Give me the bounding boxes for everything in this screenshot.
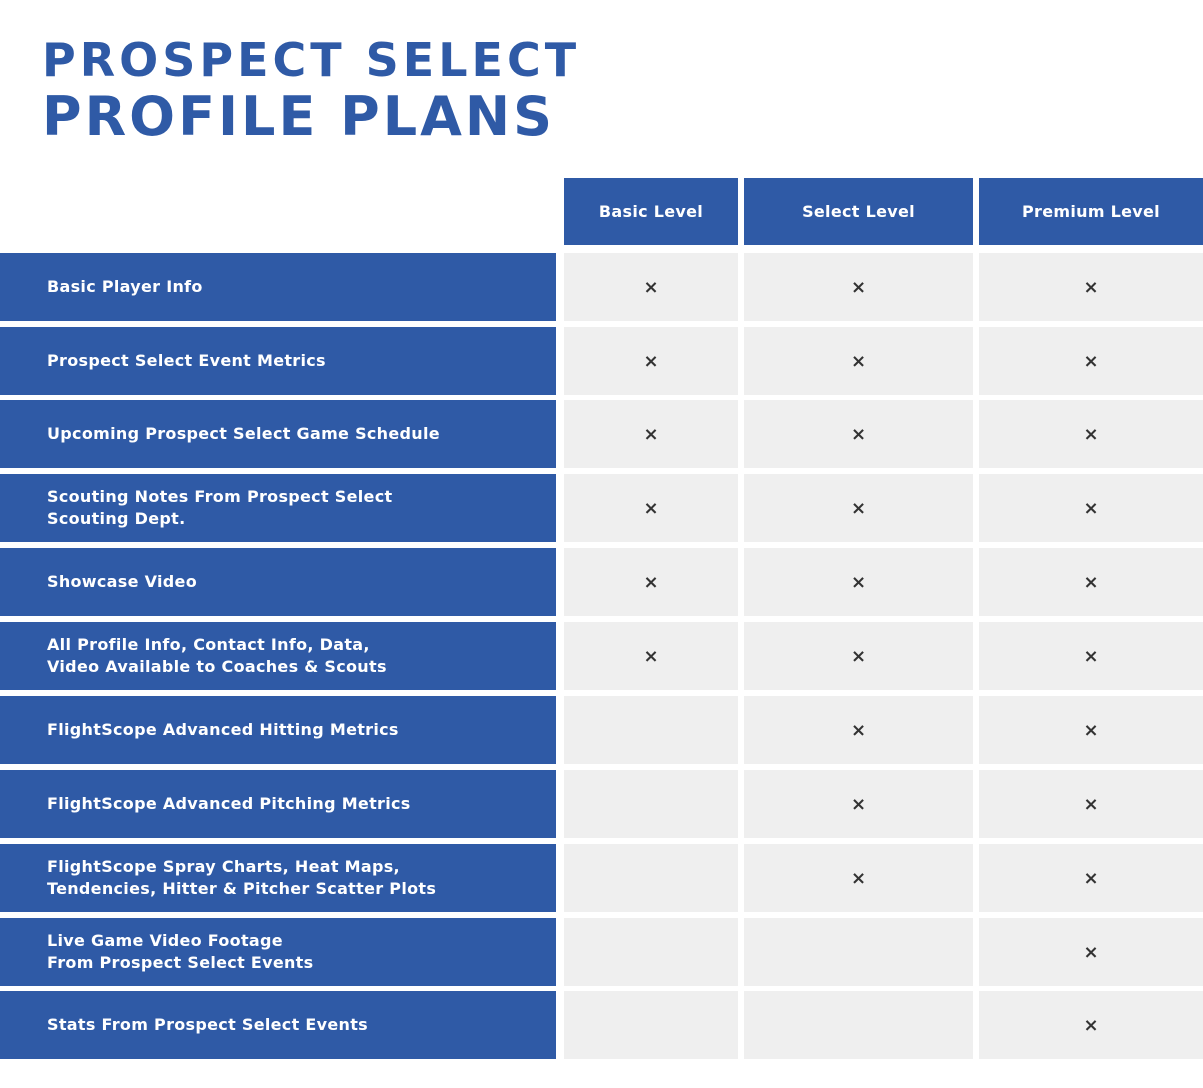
feature-label: Showcase Video: [0, 548, 556, 616]
select-level-cell: [744, 474, 973, 542]
feature-label: Basic Player Info: [0, 253, 556, 321]
included-mark-icon: ×: [1083, 350, 1099, 372]
table-row: [0, 918, 1203, 986]
included-mark-icon: ×: [643, 350, 659, 372]
included-mark-icon: ×: [1083, 793, 1099, 815]
included-mark-icon: ×: [1083, 645, 1099, 667]
select-level-cell: [744, 622, 973, 690]
feature-label: Stats From Prospect Select Events: [0, 991, 556, 1059]
premium-level-cell: [979, 770, 1203, 838]
included-mark-icon: ×: [1083, 1014, 1099, 1036]
select-level-cell: [744, 844, 973, 912]
premium-level-cell: [979, 622, 1203, 690]
basic-level-cell: [564, 400, 738, 468]
table-row: [0, 991, 1203, 1059]
included-mark-icon: ×: [1083, 571, 1099, 593]
included-mark-icon: ×: [850, 423, 867, 445]
select-level-cell: [744, 770, 973, 838]
included-mark-icon: ×: [850, 793, 867, 815]
included-mark-icon: ×: [850, 497, 867, 519]
select-level-cell: [744, 327, 973, 395]
included-mark-icon: ×: [643, 571, 659, 593]
included-mark-icon: ×: [643, 276, 659, 298]
column-header-basic: Basic Level: [564, 178, 738, 245]
included-mark-icon: ×: [850, 350, 867, 372]
select-level-cell: [744, 548, 973, 616]
select-level-cell: [744, 253, 973, 321]
table-row: [0, 696, 1203, 764]
included-mark-icon: ×: [850, 867, 867, 889]
included-mark-icon: ×: [850, 645, 867, 667]
premium-level-cell: [979, 918, 1203, 986]
basic-level-cell: [564, 253, 738, 321]
basic-level-cell: [564, 622, 738, 690]
feature-label: Upcoming Prospect Select Game Schedule: [0, 400, 556, 468]
included-mark-icon: ×: [1083, 276, 1099, 298]
feature-label: FlightScope Advanced Pitching Metrics: [0, 770, 556, 838]
table-row: [0, 548, 1203, 616]
included-mark-icon: ×: [1083, 719, 1099, 741]
page-title-line-2: PROFILE PLANS: [42, 85, 556, 148]
table-row: [0, 253, 1203, 321]
premium-level-cell: [979, 253, 1203, 321]
included-mark-icon: ×: [1083, 941, 1099, 963]
table-row: [0, 474, 1203, 542]
included-mark-icon: ×: [850, 571, 867, 593]
feature-label: Scouting Notes From Prospect Select Scouting Dept.: [0, 474, 556, 542]
basic-level-cell: [564, 327, 738, 395]
select-level-cell: [744, 400, 973, 468]
premium-level-cell: [979, 548, 1203, 616]
table-row: [0, 844, 1203, 912]
premium-level-cell: [979, 474, 1203, 542]
included-mark-icon: ×: [1083, 867, 1099, 889]
table-row: [0, 327, 1203, 395]
feature-label: FlightScope Spray Charts, Heat Maps, Tendencies, Hitter & Pitcher Scatter Plots: [0, 844, 556, 912]
feature-label: FlightScope Advanced Hitting Metrics: [0, 696, 556, 764]
included-mark-icon: ×: [643, 497, 659, 519]
table-row: [0, 622, 1203, 690]
premium-level-cell: [979, 400, 1203, 468]
column-header-premium: Premium Level: [979, 178, 1203, 245]
select-level-cell: [744, 918, 973, 986]
included-mark-icon: ×: [850, 276, 867, 298]
select-level-cell: [744, 696, 973, 764]
premium-level-cell: [979, 696, 1203, 764]
included-mark-icon: ×: [643, 645, 659, 667]
select-level-cell: [744, 991, 973, 1059]
page-title-line-1: PROSPECT SELECT: [42, 33, 581, 87]
included-mark-icon: ×: [1083, 497, 1099, 519]
table-row: [0, 770, 1203, 838]
basic-level-cell: [564, 918, 738, 986]
column-header-select: Select Level: [744, 178, 973, 245]
included-mark-icon: ×: [643, 423, 659, 445]
table-row: [0, 400, 1203, 468]
basic-level-cell: [564, 991, 738, 1059]
included-mark-icon: ×: [850, 719, 867, 741]
premium-level-cell: [979, 327, 1203, 395]
feature-label: Prospect Select Event Metrics: [0, 327, 556, 395]
basic-level-cell: [564, 844, 738, 912]
premium-level-cell: [979, 844, 1203, 912]
basic-level-cell: [564, 548, 738, 616]
basic-level-cell: [564, 474, 738, 542]
basic-level-cell: [564, 696, 738, 764]
feature-label: All Profile Info, Contact Info, Data, Video Available to Coaches & Scouts: [0, 622, 556, 690]
feature-label: Live Game Video Footage From Prospect Select Events: [0, 918, 556, 986]
basic-level-cell: [564, 770, 738, 838]
included-mark-icon: ×: [1083, 423, 1099, 445]
premium-level-cell: [979, 991, 1203, 1059]
